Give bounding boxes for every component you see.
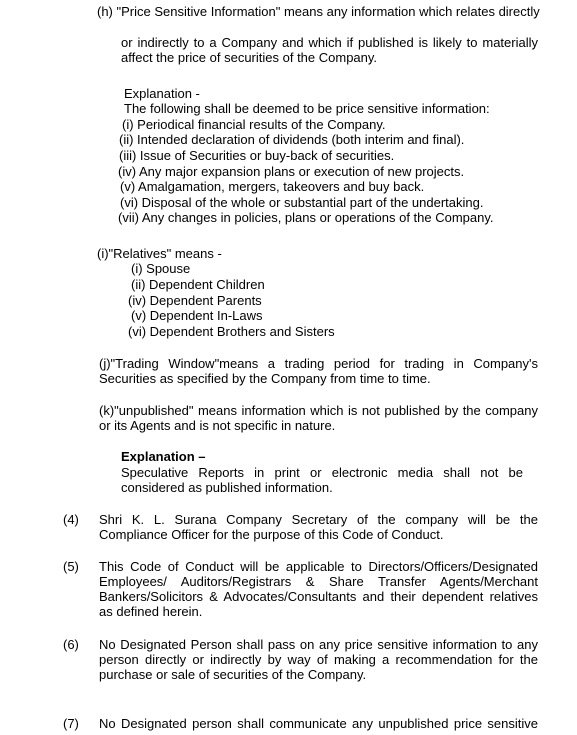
clause-text: Shri K. L. Surana Company Secretary of the company will be the Compliance Officer for the purpose of this Code of Conduct.	[99, 512, 538, 542]
clause-i-title: (i)"Relatives" means -	[97, 246, 222, 261]
list-item: (vi) Disposal of the whole or substantial part of the undertaking.	[120, 195, 484, 210]
list-item: (v) Amalgamation, mergers, takeovers and buy back.	[120, 179, 425, 194]
list-item: (iv) Dependent Parents	[128, 293, 262, 308]
clause-text: No Designated person shall communicate any unpublished price sensitive	[99, 716, 538, 731]
clause-h-paragraph: or indirectly to a Company and which if published is likely to materially affect the price of securities of the Company.	[121, 35, 538, 65]
explanation-title: Explanation –	[121, 449, 206, 464]
clause-number: (5)	[63, 559, 79, 574]
list-item: (ii) Dependent Children	[131, 277, 265, 292]
clause-number: (6)	[63, 637, 79, 652]
list-item: (i) Spouse	[131, 261, 191, 276]
explanation-intro: The following shall be deemed to be price sensitive information:	[124, 101, 490, 116]
explanation-text: Speculative Reports in print or electronic media shall not be considered as published information.	[121, 465, 523, 495]
clause-h-first-line: (h) "Price Sensitive Information" means any information which relates directly	[97, 4, 540, 19]
list-item: (vii) Any changes in policies, plans or operations of the Company.	[118, 210, 494, 225]
explanation-title: Explanation -	[124, 86, 200, 101]
list-item: (iii) Issue of Securities or buy-back of securities.	[119, 148, 395, 163]
clause-k: (k)"unpublished" means information which is not published by the company or its Agents and is not specific in nature.	[99, 403, 538, 433]
list-item: (ii) Intended declaration of dividends (both interim and final).	[119, 132, 465, 147]
clause-j: (j)"Trading Window"means a trading period for trading in Company's Securities as specified by the Company from time to time.	[99, 356, 538, 386]
list-item: (i) Periodical financial results of the Company.	[122, 117, 386, 132]
list-item: (vi) Dependent Brothers and Sisters	[128, 324, 335, 339]
clause-number: (7)	[63, 716, 79, 731]
clause-text: This Code of Conduct will be applicable to Directors/Officers/Designated Employees/ Auditors/Registrars & Share Transfer Agents/Merchant Bankers/Solicitors & Advocates/Consultants and their dependent relatives as defined herein.	[99, 559, 538, 619]
clause-number: (4)	[63, 512, 79, 527]
list-item: (iv) Any major expansion plans or execution of new projects.	[118, 164, 465, 179]
clause-text: No Designated Person shall pass on any price sensitive information to any person directly or indirectly by way of making a recommendation for the purchase or sale of securities of the Company.	[99, 637, 538, 682]
list-item: (v) Dependent In-Laws	[131, 308, 263, 323]
